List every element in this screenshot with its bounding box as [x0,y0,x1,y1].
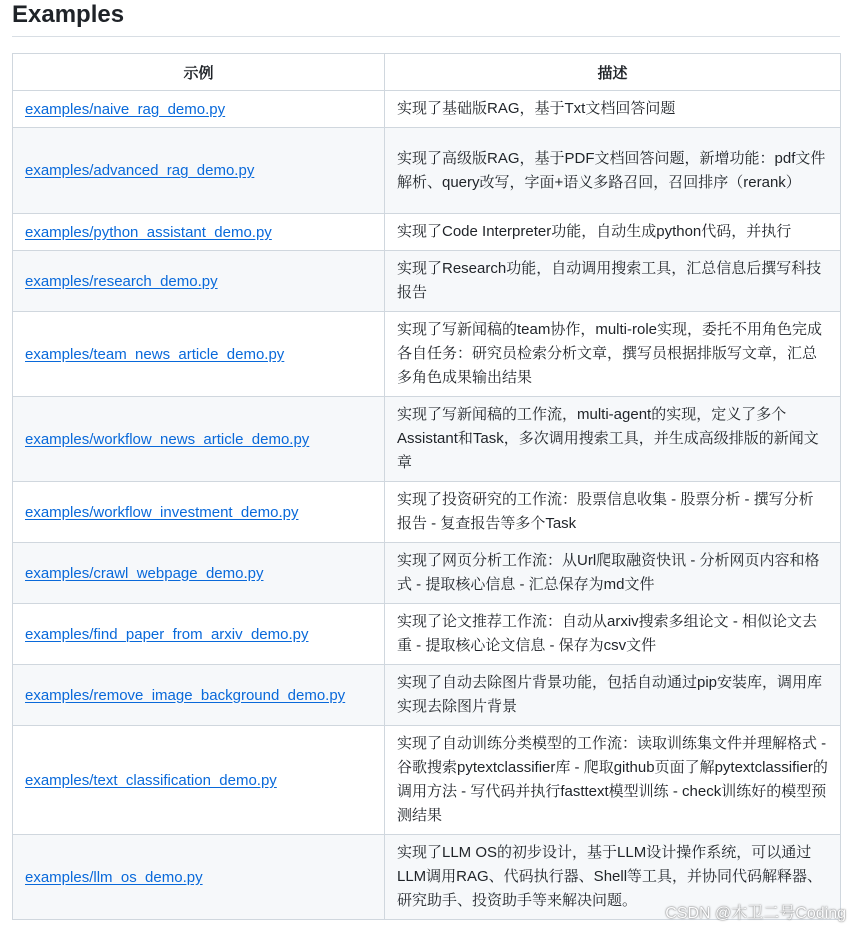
example-file-link[interactable]: examples/remove_image_background_demo.py [25,686,346,704]
example-file-link[interactable]: examples/advanced_rag_demo.py [25,162,255,179]
example-cell [13,482,385,543]
example-description: 实现了自动训练分类模型的工作流：读取训练集文件并理解格式 - 谷歌搜索pytextclassifier库 - 爬取github页面了解pytextclassifier的调用方法 - 写代码并执行fasttext模型训练 - check训练好的模型预测结果 [397,735,828,824]
example-cell [13,214,385,251]
description-cell [385,604,841,665]
example-file-link[interactable]: examples/python_assistant_demo.py [25,223,272,241]
example-cell [13,665,385,726]
example-description: 实现了写新闻稿的team协作，multi-role实现，委托不用角色完成各自任务：研究员检索分析文章，撰写员根据排版写文章，汇总多角色成果输出结果 [397,321,823,386]
description-cell [385,251,841,312]
example-description: 实现了投资研究的工作流：股票信息收集 - 股票分析 - 撰写分析报告 - 复查报告等多个Task [397,491,814,532]
description-cell [385,312,841,397]
csdn-watermark: CSDN @木卫二号Coding [665,905,846,922]
description-cell [385,128,841,214]
example-description: 实现了自动去除图片背景功能，包括自动通过pip安装库，调用库实现去除图片背景 [397,674,823,715]
description-cell [385,397,841,482]
example-cell [13,835,385,920]
table-row [13,214,841,251]
description-cell [385,726,841,835]
example-cell [13,251,385,312]
example-file-link[interactable]: examples/find_paper_from_arxiv_demo.py [25,625,309,643]
page-title: Examples [12,1,125,28]
example-cell [13,312,385,397]
table-row [13,91,841,128]
examples-table [12,53,841,920]
table-row [13,665,841,726]
example-file-link[interactable]: examples/text_classification_demo.py [25,771,277,789]
example-cell [13,128,385,214]
table-row [13,726,841,835]
example-file-link[interactable]: examples/llm_os_demo.py [25,868,203,886]
example-cell [13,604,385,665]
description-cell [385,543,841,604]
example-description: 实现了高级版RAG，基于PDF文档回答问题，新增功能：pdf文件解析、query改写，字面+语义多路召回，召回排序（rerank） [397,149,826,191]
heading-divider [12,36,840,37]
description-cell [385,482,841,543]
example-description: 实现了基础版RAG，基于Txt文档回答问题 [397,100,676,117]
example-cell [13,397,385,482]
example-description: 实现了网页分析工作流：从Url爬取融资快讯 - 分析网页内容和格式 - 提取核心信息 - 汇总保存为md文件 [397,552,820,593]
table-row [13,251,841,312]
description-cell [385,91,841,128]
example-cell [13,543,385,604]
example-description: 实现了LLM OS的初步设计，基于LLM设计操作系统，可以通过LLM调用RAG、代码执行器、Shell等工具，并协同代码解释器、研究助手、投资助手等来解决问题。 [397,844,823,909]
table-row [13,543,841,604]
example-cell [13,726,385,835]
example-file-link[interactable]: examples/research_demo.py [25,272,218,290]
column-header-example: 示例 [13,54,385,91]
table-row [13,604,841,665]
example-file-link[interactable]: examples/naive_rag_demo.py [25,100,226,118]
example-file-link[interactable]: examples/team_news_article_demo.py [25,345,285,363]
example-file-link[interactable]: examples/workflow_news_article_demo.py [25,430,310,448]
description-cell [385,665,841,726]
table-row [13,312,841,397]
example-cell [13,91,385,128]
example-description: 实现了论文推荐工作流：自动从arxiv搜索多组论文 - 相似论文去重 - 提取核心论文信息 - 保存为csv文件 [397,613,818,654]
column-header-description: 描述 [385,54,841,91]
example-file-link[interactable]: examples/workflow_investment_demo.py [25,503,299,521]
table-row [13,128,841,214]
example-description: 实现了Code Interpreter功能，自动生成python代码，并执行 [397,223,792,240]
example-description: 实现了Research功能，自动调用搜索工具，汇总信息后撰写科技报告 [397,260,822,301]
description-cell [385,214,841,251]
example-description: 实现了写新闻稿的工作流，multi-agent的实现，定义了多个Assistant和Task，多次调用搜索工具，并生成高级排版的新闻文章 [397,406,819,471]
example-file-link[interactable]: examples/crawl_webpage_demo.py [25,564,264,582]
table-header-row [13,54,841,91]
table-row [13,482,841,543]
table-row [13,397,841,482]
